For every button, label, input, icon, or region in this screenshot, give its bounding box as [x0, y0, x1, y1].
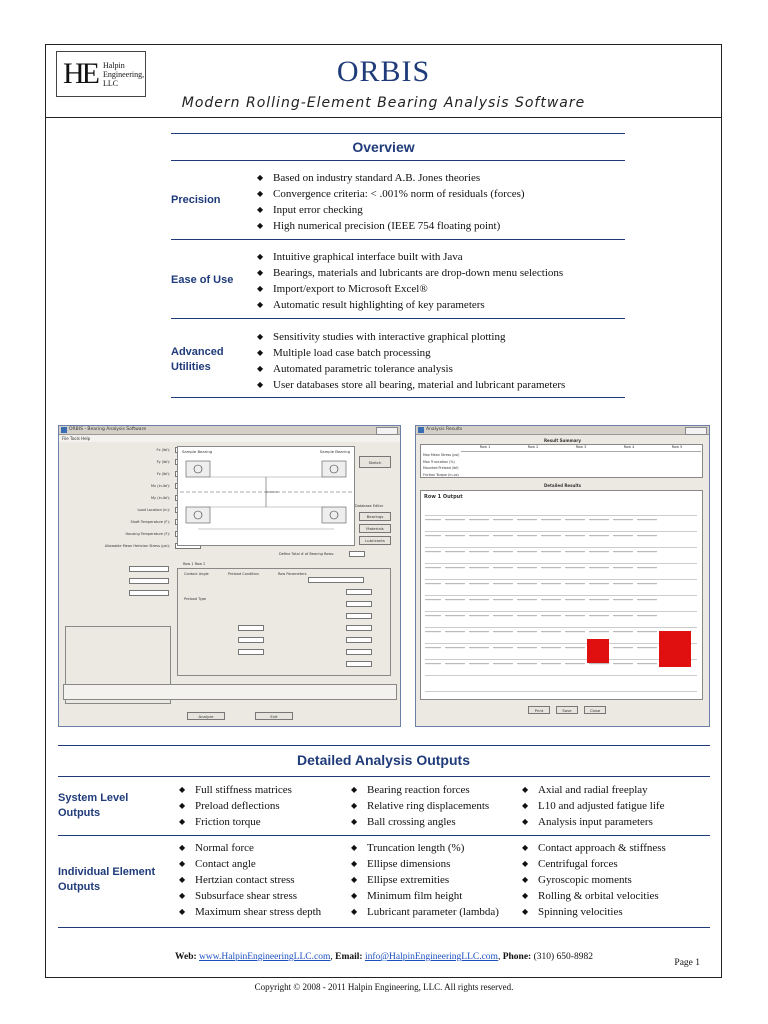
- exit-button[interactable]: Exit: [255, 712, 293, 720]
- logo-mark: HE: [63, 57, 97, 90]
- list-item: ◆ Ellipse extremities: [351, 872, 499, 888]
- list-item: ◆ Maximum shear stress depth: [179, 904, 321, 920]
- phone-number: (310) 650-8982: [533, 952, 593, 962]
- list-item: ◆ Lubricant parameter (lambda): [351, 904, 499, 920]
- product-title: ORBIS: [336, 55, 431, 88]
- result-summary-table: Row 1 Row 2 Row 3 Row 4 Row 5 Max Mean Stress (psi) Max Truncation (%) Mounted Preload (lbf) Friction Torque (in-oz): [420, 444, 703, 478]
- row-count-select: [349, 551, 365, 557]
- page-frame: [45, 44, 722, 978]
- system-outputs-col1: [179, 782, 292, 830]
- window-title-bar: ORBIS - Bearing Analysis Software: [59, 426, 400, 435]
- ease-of-use-list: [257, 249, 563, 313]
- individual-outputs-label: Individual Element Outputs: [58, 866, 156, 893]
- close-button[interactable]: Close: [584, 706, 606, 714]
- list-item: ◆ Multiple load case batch processing: [257, 345, 565, 361]
- row-param-input: [346, 589, 372, 595]
- list-item: ◆ High numerical precision (IEEE 754 floating point): [257, 218, 525, 234]
- list-item: ◆ Axial and radial freeplay: [522, 782, 664, 798]
- list-item: ◆ Bearing reaction forces: [351, 782, 489, 798]
- contact-footer: Web: www.HalpinEngineeringLLC.com, Email: info@HalpinEngineeringLLC.com, Phone: (310) 650-8982: [175, 952, 593, 962]
- list-item: ◆ Convergence criteria: < .001% norm of residuals (forces): [257, 186, 525, 202]
- list-item: ◆ Automated parametric tolerance analysis: [257, 361, 565, 377]
- list-item: ◆ Bearings, materials and lubricants are drop-down menu selections: [257, 265, 563, 281]
- list-item: ◆ Subsurface shear stress: [179, 888, 321, 904]
- window-title-bar: Analysis Results: [416, 426, 709, 435]
- list-item: ◆ Centrifugal forces: [522, 856, 666, 872]
- outputs-bottom-rule: [58, 927, 710, 928]
- email-link[interactable]: info@HalpinEngineeringLLC.com: [364, 952, 498, 962]
- detailed-results-title: Detailed Results: [543, 483, 582, 488]
- list-item: ◆ Sensitivity studies with interactive graphical plotting: [257, 329, 565, 345]
- list-item: ◆ Ellipse dimensions: [351, 856, 499, 872]
- row-param-input: [346, 637, 372, 643]
- bearing-cross-section-drawing: [178, 447, 354, 545]
- list-item: ◆ Minimum film height: [351, 888, 499, 904]
- row-param-input: [346, 625, 372, 631]
- system-outputs-col3: [522, 782, 664, 830]
- list-item: ◆ Contact approach & stiffness: [522, 840, 666, 856]
- bearing-select: [308, 577, 364, 583]
- overview-title-rule: [171, 160, 625, 161]
- list-item: ◆ User databases store all bearing, material and lubricant parameters: [257, 377, 565, 393]
- status-area: [63, 684, 397, 700]
- logo-company-name: Halpin Engineering, LLC: [103, 60, 145, 88]
- lubricants-button[interactable]: Lubricants: [359, 536, 391, 545]
- list-item: ◆ L10 and adjusted fatigue life: [522, 798, 664, 814]
- outputs-top-rule: [58, 745, 710, 746]
- copyright: Copyright © 2008 - 2011 Halpin Engineering, LLC. All rights reserved.: [254, 982, 514, 992]
- system-outputs-col2: [351, 782, 489, 830]
- outputs-title-rule: [58, 776, 710, 777]
- individual-outputs-col3: [522, 840, 666, 920]
- print-button[interactable]: Print: [528, 706, 550, 714]
- lubricant-select: [129, 590, 169, 596]
- window-controls-icon: [376, 427, 398, 435]
- app-icon: [418, 427, 424, 433]
- menu-bar: File Tools Help: [59, 435, 400, 442]
- row-param-input: [346, 649, 372, 655]
- main-window-screenshot: ORBIS - Bearing Analysis Software File Tools Help Fx (lbf): Fy (lbf): Fz (lbf): Mx (in-lbf): My (in-lbf): Load Location (in): Shaft Temperature (F): Housing Temperature (F): Allowable Mean Hertzian Stress (psi): Sample Bearing Sample Bearing Sketch Database Editor Bearings Materials Lubricants Define Total # of Bearing Rows: Row 1 Row 2 Contact Angle Preload Condition Preload Type Row Parameters Analyze Exit: [58, 425, 401, 727]
- page-number: Page 1: [674, 958, 700, 968]
- list-item: ◆ Import/export to Microsoft Excel®: [257, 281, 563, 297]
- outputs-title: Detailed Analysis Outputs: [297, 752, 470, 768]
- housing-material-select: [129, 578, 169, 584]
- results-window-screenshot: [415, 425, 710, 727]
- list-item: ◆ Rolling & orbital velocities: [522, 888, 666, 904]
- sketch-button[interactable]: Sketch: [359, 456, 391, 468]
- save-button[interactable]: Save: [556, 706, 578, 714]
- list-item: ◆ Friction torque: [179, 814, 292, 830]
- bearing-sketch: Sample Bearing Sample Bearing: [177, 446, 355, 546]
- system-outputs-label: System Level Outputs: [58, 792, 129, 819]
- list-item: ◆ Based on industry standard A.B. Jones theories: [257, 170, 525, 186]
- list-item: ◆ Normal force: [179, 840, 321, 856]
- list-item: ◆ Analysis input parameters: [522, 814, 664, 830]
- list-item: ◆ Intuitive graphical interface built with Java: [257, 249, 563, 265]
- overview-top-rule: [171, 133, 625, 134]
- precision-label: Precision: [171, 194, 221, 206]
- row-tabs: Row 1 Row 2: [183, 562, 206, 566]
- list-item: ◆ Spinning velocities: [522, 904, 666, 920]
- row-param-input: [346, 613, 372, 619]
- list-item: ◆ Truncation length (%): [351, 840, 499, 856]
- list-item: ◆ Ball crossing angles: [351, 814, 489, 830]
- list-item: ◆ Preload deflections: [179, 798, 292, 814]
- result-summary-title: Result Summary: [543, 438, 582, 443]
- row-param-input: [346, 601, 372, 607]
- list-item: ◆ Input error checking: [257, 202, 525, 218]
- analyze-button[interactable]: Analyze: [187, 712, 225, 720]
- ease-of-use-label: Ease of Use: [171, 274, 234, 286]
- detailed-results-table: Row 1 Output: [420, 490, 703, 700]
- clamp-load-input: [238, 625, 264, 631]
- app-icon: [61, 427, 67, 433]
- product-subtitle: Modern Rolling-Element Bearing Analysis Software: [181, 95, 586, 111]
- advanced-utilities-list: [257, 329, 565, 393]
- individual-outputs-col2: [351, 840, 499, 920]
- window-controls-icon: [685, 427, 707, 435]
- list-item: ◆ Automatic result highlighting of key parameters: [257, 297, 563, 313]
- overview-title: Overview: [352, 139, 415, 155]
- list-item: ◆ Full stiffness matrices: [179, 782, 292, 798]
- outputs-row-divider: [58, 835, 710, 836]
- row-param-input: [346, 661, 372, 667]
- materials-button[interactable]: Materials: [359, 524, 391, 533]
- list-item: ◆ Contact angle: [179, 856, 321, 872]
- results-grid: [421, 501, 702, 701]
- clamp-load-input: [238, 637, 264, 643]
- individual-outputs-col1: [179, 840, 321, 920]
- website-link[interactable]: www.HalpinEngineeringLLC.com: [199, 952, 331, 962]
- overview-bottom-rule: [171, 397, 625, 398]
- list-item: ◆ Gyroscopic moments: [522, 872, 666, 888]
- bearings-button[interactable]: Bearings: [359, 512, 391, 521]
- precision-list: [257, 170, 525, 234]
- row-parameters-panel: Contact Angle Preload Condition Preload Type Row Parameters: [177, 568, 391, 676]
- list-item: ◆ Relative ring displacements: [351, 798, 489, 814]
- advanced-utilities-label: Advanced Utilities: [171, 346, 224, 373]
- overview-row-divider: [171, 318, 625, 319]
- list-item: ◆ Hertzian contact stress: [179, 872, 321, 888]
- shaft-material-select: [129, 566, 169, 572]
- overview-row-divider: [171, 239, 625, 240]
- spring-rate-input: [238, 649, 264, 655]
- header-divider: [46, 117, 721, 118]
